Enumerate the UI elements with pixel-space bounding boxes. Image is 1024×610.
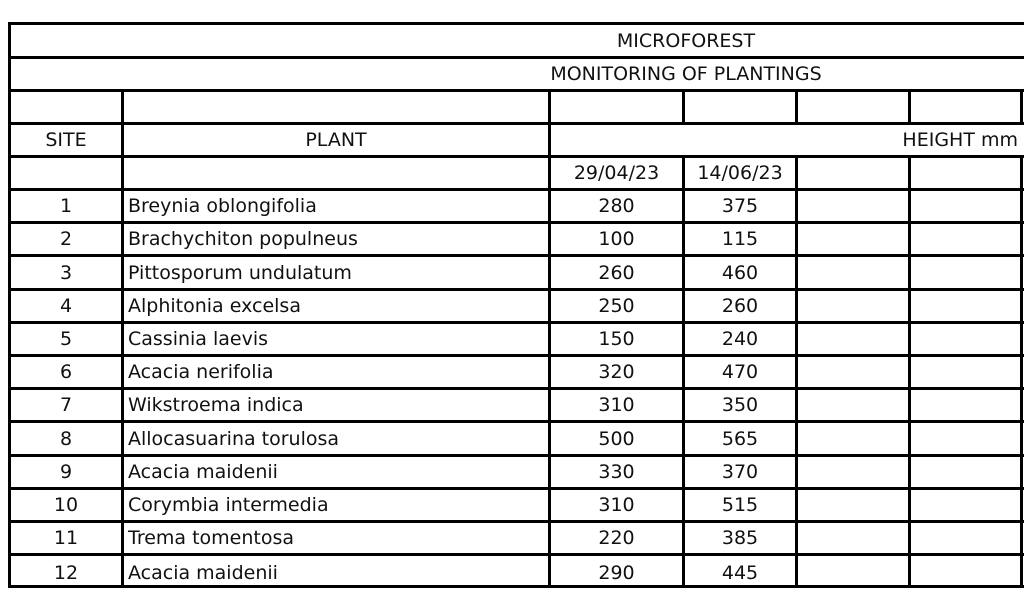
empty-height-cell[interactable] — [798, 291, 908, 321]
column-divider — [1020, 523, 1023, 553]
column-divider — [548, 324, 551, 354]
column-divider — [121, 257, 124, 288]
height-2-cell[interactable]: 260 — [721, 295, 759, 317]
column-divider — [682, 423, 685, 454]
column-divider — [548, 423, 551, 454]
height-2-cell[interactable]: 460 — [721, 261, 759, 284]
height-2-cell[interactable]: 385 — [721, 527, 759, 549]
column-divider — [548, 191, 551, 221]
height-2-cell[interactable]: 565 — [721, 427, 759, 450]
column-divider — [682, 324, 685, 354]
column-divider — [682, 291, 685, 321]
column-divider — [121, 324, 124, 354]
height-1-cell[interactable]: 100 — [598, 228, 635, 250]
height-2-cell[interactable]: 370 — [721, 461, 759, 483]
empty-height-cell[interactable] — [798, 423, 908, 454]
height-2-cell[interactable]: 375 — [721, 195, 759, 217]
column-divider — [548, 257, 551, 288]
empty-height-cell[interactable] — [911, 191, 1020, 221]
site-header[interactable]: SITE — [45, 129, 87, 151]
plant-cell[interactable]: Alphitonia excelsa — [128, 295, 301, 317]
date-header-1[interactable]: 29/04/23 — [573, 162, 660, 184]
column-divider — [682, 490, 685, 520]
column-divider — [1020, 324, 1023, 354]
table-row — [11, 457, 1024, 490]
height-1-cell[interactable]: 310 — [598, 494, 635, 516]
table-row — [11, 257, 1024, 291]
height-1-cell[interactable]: 280 — [598, 195, 635, 217]
site-cell[interactable]: 12 — [53, 561, 79, 584]
plant-cell[interactable]: Brachychiton populneus — [128, 228, 358, 250]
column-divider — [121, 191, 124, 221]
column-divider — [548, 457, 551, 487]
height-1-cell[interactable]: 260 — [598, 261, 635, 284]
column-divider — [1020, 390, 1023, 420]
height-1-cell[interactable]: 320 — [598, 361, 635, 383]
table-row — [11, 423, 1024, 457]
plant-header[interactable]: PLANT — [305, 129, 367, 151]
column-divider — [1020, 490, 1023, 520]
height-2-cell[interactable]: 515 — [721, 494, 759, 516]
plant-cell[interactable]: Acacia maidenii — [128, 461, 278, 483]
site-cell[interactable]: 8 — [59, 427, 73, 450]
empty-height-cell[interactable] — [911, 324, 1020, 354]
column-divider — [121, 523, 124, 553]
column-divider — [1020, 556, 1023, 588]
sheet-title[interactable]: MICROFOREST — [616, 29, 756, 52]
table-row — [11, 224, 1024, 257]
plant-cell[interactable]: Allocasuarina torulosa — [128, 427, 340, 450]
column-divider — [682, 457, 685, 487]
height-2-cell[interactable]: 240 — [721, 328, 759, 350]
height-1-cell[interactable]: 500 — [598, 427, 635, 450]
plant-cell[interactable]: Cassinia laevis — [128, 328, 269, 350]
height-1-cell[interactable]: 220 — [598, 527, 635, 549]
empty-height-cell[interactable] — [798, 357, 908, 387]
height-header[interactable]: HEIGHT mm — [902, 129, 1018, 151]
column-divider — [548, 357, 551, 387]
column-divider — [1020, 224, 1023, 254]
site-cell[interactable]: 6 — [59, 361, 73, 383]
empty-height-cell[interactable] — [798, 556, 908, 588]
column-divider — [121, 490, 124, 520]
site-cell[interactable]: 5 — [59, 328, 73, 350]
column-divider — [682, 556, 685, 588]
height-1-cell[interactable]: 290 — [598, 561, 635, 584]
table-row — [11, 490, 1024, 523]
height-2-cell[interactable]: 350 — [721, 394, 759, 416]
column-divider — [121, 390, 124, 420]
height-2-cell[interactable]: 115 — [721, 228, 759, 250]
column-divider — [121, 556, 124, 588]
column-divider — [1020, 423, 1023, 454]
empty-height-cell[interactable] — [911, 523, 1020, 553]
height-2-cell[interactable]: 470 — [721, 361, 759, 383]
site-cell[interactable]: 1 — [59, 195, 73, 217]
height-1-cell[interactable]: 310 — [598, 394, 635, 416]
empty-height-cell[interactable] — [798, 191, 908, 221]
column-divider — [682, 257, 685, 288]
table-row — [11, 357, 1024, 390]
empty-height-cell[interactable] — [911, 291, 1020, 321]
column-divider — [548, 490, 551, 520]
column-divider — [121, 224, 124, 254]
empty-height-cell[interactable] — [798, 224, 908, 254]
plant-cell[interactable]: Wikstroema indica — [128, 394, 304, 416]
empty-height-cell[interactable] — [798, 257, 908, 288]
column-divider — [548, 523, 551, 553]
empty-height-cell[interactable] — [798, 457, 908, 487]
column-divider — [682, 224, 685, 254]
site-cell[interactable]: 4 — [59, 295, 73, 317]
empty-height-cell[interactable] — [911, 257, 1020, 288]
height-1-cell[interactable]: 250 — [598, 295, 635, 317]
column-divider — [1020, 457, 1023, 487]
column-divider — [548, 224, 551, 254]
column-divider — [1020, 357, 1023, 387]
column-divider — [121, 423, 124, 454]
column-divider — [121, 357, 124, 387]
height-1-cell[interactable]: 150 — [598, 328, 635, 350]
subtitle-row — [11, 59, 1024, 92]
empty-row — [11, 92, 1024, 125]
plant-cell[interactable]: Corymbia intermedia — [128, 494, 329, 516]
header-row — [11, 125, 1024, 158]
plant-cell[interactable]: Breynia oblongifolia — [128, 195, 317, 217]
empty-height-cell[interactable] — [911, 490, 1020, 520]
empty-height-cell[interactable] — [911, 390, 1020, 420]
site-cell[interactable]: 3 — [59, 261, 73, 284]
empty-height-cell[interactable] — [798, 523, 908, 553]
empty-height-cell[interactable] — [798, 490, 908, 520]
date-row — [11, 158, 1024, 191]
site-cell[interactable]: 9 — [59, 461, 73, 483]
column-divider — [548, 291, 551, 321]
plant-cell[interactable]: Trema tomentosa — [128, 527, 295, 549]
title-row — [11, 25, 1024, 59]
site-cell[interactable]: 2 — [59, 228, 73, 250]
table-row — [11, 390, 1024, 423]
column-divider — [121, 457, 124, 487]
column-divider — [682, 390, 685, 420]
plant-cell[interactable]: Pittosporum undulatum — [128, 261, 352, 284]
empty-height-cell[interactable] — [911, 423, 1020, 454]
table-row — [11, 291, 1024, 324]
empty-height-cell[interactable] — [798, 324, 908, 354]
column-divider — [682, 523, 685, 553]
column-divider — [682, 357, 685, 387]
height-2-cell[interactable]: 445 — [721, 561, 759, 584]
table-row — [11, 324, 1024, 357]
site-cell[interactable]: 7 — [59, 394, 73, 416]
plant-cell[interactable]: Acacia maidenii — [128, 561, 278, 584]
column-divider — [1020, 191, 1023, 221]
spreadsheet-table — [8, 22, 1024, 588]
column-divider — [548, 556, 551, 588]
column-divider — [548, 390, 551, 420]
height-1-cell[interactable]: 330 — [598, 461, 635, 483]
site-cell[interactable]: 10 — [53, 494, 79, 516]
table-row — [11, 523, 1024, 556]
empty-height-cell[interactable] — [911, 457, 1020, 487]
plant-cell[interactable]: Acacia nerifolia — [128, 361, 274, 383]
column-divider — [682, 191, 685, 221]
empty-height-cell[interactable] — [798, 390, 908, 420]
date-header-2[interactable]: 14/06/23 — [697, 162, 783, 184]
table-row — [11, 191, 1024, 224]
column-divider — [1020, 257, 1023, 288]
empty-height-cell[interactable] — [911, 556, 1020, 588]
empty-height-cell[interactable] — [911, 224, 1020, 254]
empty-height-cell[interactable] — [911, 357, 1020, 387]
column-divider — [1020, 291, 1023, 321]
column-divider — [121, 291, 124, 321]
sheet-subtitle[interactable]: MONITORING OF PLANTINGS — [550, 63, 822, 85]
table-row — [11, 556, 1024, 588]
site-cell[interactable]: 11 — [53, 527, 79, 549]
